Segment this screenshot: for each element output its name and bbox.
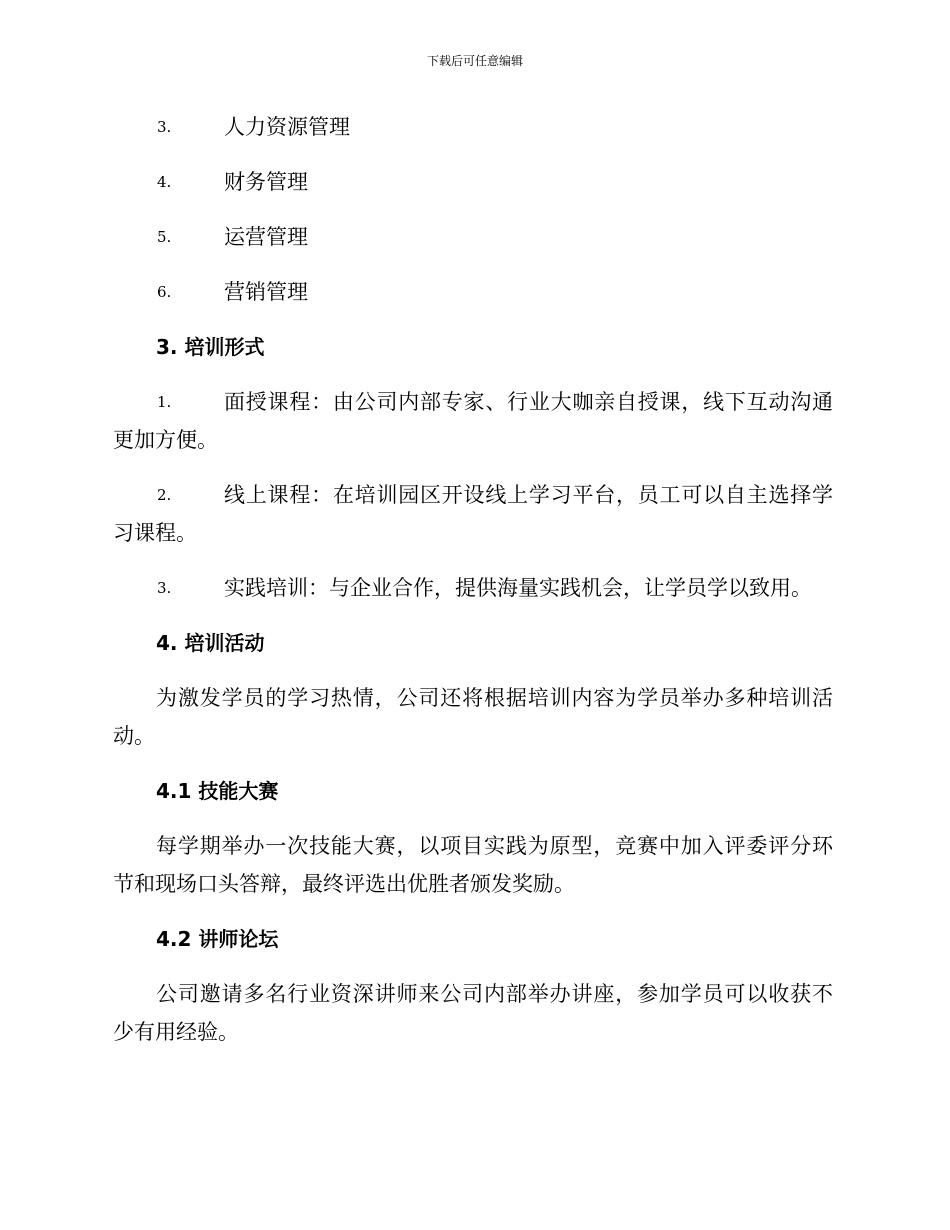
list-text-line1: 面授课程：由公司内部专家、行业大咖亲自授课，线下互动沟通 [224, 390, 833, 414]
list-item [113, 476, 833, 552]
list-text-line2: 习课程。 [113, 521, 197, 545]
list-item [113, 383, 833, 459]
page-header: 下载后可任意编辑 [426, 54, 523, 68]
list-number: 2. [157, 486, 172, 504]
section-heading-skills-contest: 4.1 技能大赛 [156, 779, 279, 803]
list-text-line1: 实践培训：与企业合作，提供海量实践机会，让学员学以致用。 [224, 576, 812, 600]
list-text-line1: 线上课程：在培训园区开设线上学习平台，员工可以自主选择学 [224, 483, 833, 507]
list-item [113, 273, 833, 311]
list-item [113, 163, 833, 201]
list-text: 营销管理 [224, 280, 308, 304]
section-heading-lecturer-forum: 4.2 讲师论坛 [156, 927, 279, 951]
list-text-line2: 更加方便。 [113, 428, 218, 452]
paragraph-line2: 节和现场口头答辩，最终评选出优胜者颁发奖励。 [113, 872, 575, 896]
paragraph-line2: 动。 [113, 724, 155, 748]
list-number: 4. [157, 173, 172, 191]
list-number: 3. [157, 579, 172, 597]
list-number: 1. [157, 393, 172, 411]
list-item [113, 108, 833, 146]
list-number: 6. [157, 283, 172, 301]
list-text: 财务管理 [224, 170, 308, 194]
paragraph [113, 827, 833, 903]
paragraph [113, 975, 833, 1051]
list-number: 3. [157, 118, 172, 136]
section-heading-training-activities: 4. 培训活动 [156, 631, 265, 655]
paragraph-line1: 每学期举办一次技能大赛，以项目实践为原型，竞赛中加入评委评分环 [156, 834, 833, 858]
paragraph-line2: 少有用经验。 [113, 1020, 239, 1044]
list-text: 运营管理 [224, 225, 308, 249]
paragraph [113, 679, 833, 755]
paragraph-line1: 公司邀请多名行业资深讲师来公司内部举办讲座，参加学员可以收获不 [156, 982, 833, 1006]
list-item [113, 569, 833, 607]
document-body [113, 108, 833, 1068]
list-number: 5. [157, 228, 172, 246]
list-item [113, 218, 833, 256]
list-text: 人力资源管理 [224, 115, 350, 139]
section-heading-training-format: 3. 培训形式 [156, 335, 265, 359]
paragraph-line1: 为激发学员的学习热情，公司还将根据培训内容为学员举办多种培训活 [156, 686, 833, 710]
